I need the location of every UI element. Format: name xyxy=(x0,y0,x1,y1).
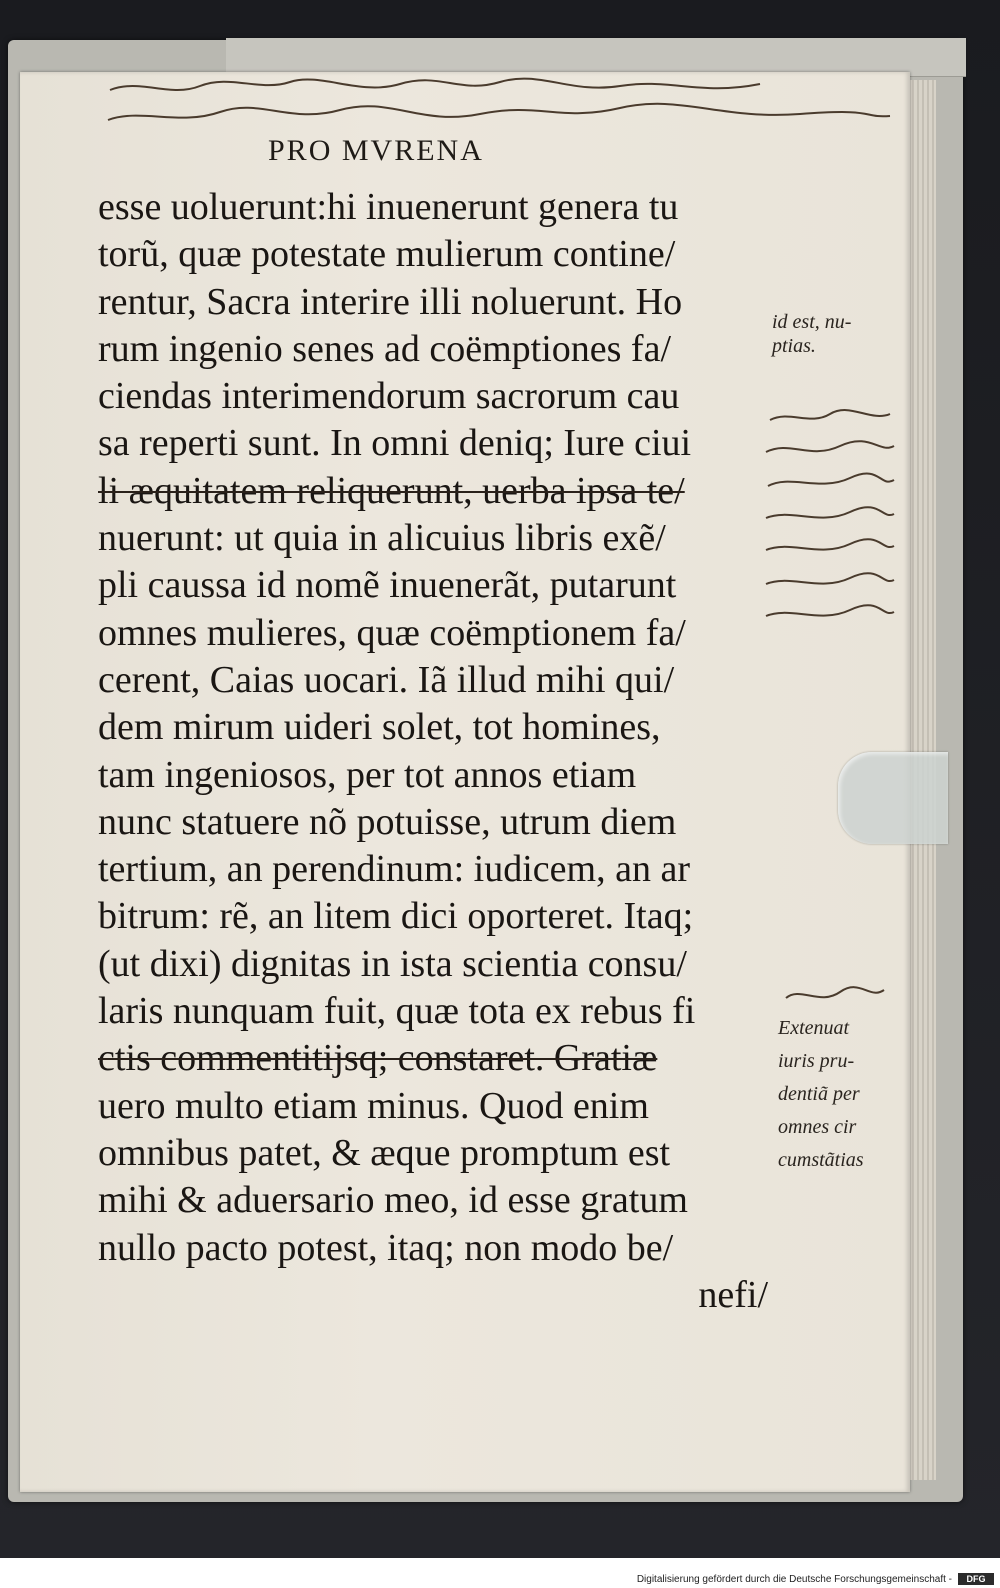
text-line: omnes mulieres, quæ coëmptionem fa/ xyxy=(98,611,686,654)
text-line: nunc statuere nõ potuisse, utrum diem xyxy=(98,800,677,843)
text-line: uero multo etiam minus. Quod enim xyxy=(98,1084,649,1127)
running-head: PRO MVRENA xyxy=(268,134,484,167)
text-line: bitrum: rẽ, an litem dici oporteret. Itaq; xyxy=(98,895,694,938)
marginal-note-line: iuris pru- xyxy=(778,1050,855,1072)
body-text xyxy=(98,184,768,1319)
text-line: esse uoluerunt:hi inuenerunt genera tu xyxy=(98,186,679,228)
text-line: nuerunt: ut quia in alicuius libris exẽ/ xyxy=(98,517,666,560)
marginal-note-line: cumstãtias xyxy=(778,1149,864,1171)
text-line: torũ, quæ potestate mulierum contine/ xyxy=(98,233,676,276)
dfg-logo: DFG xyxy=(958,1573,994,1585)
text-line: li æquitatem reliquerunt, uerba ipsa te/ xyxy=(98,469,685,512)
marginal-note-line: id est, nu- xyxy=(772,311,852,333)
page-clip xyxy=(838,752,948,844)
handwritten-top-annotation xyxy=(100,68,900,138)
handwritten-side-annotation xyxy=(760,400,900,640)
text-line: pli caussa id nomẽ inuenerãt, putarunt xyxy=(98,564,677,607)
marginal-note-2 xyxy=(778,1012,864,1177)
text-line: mihi & aduersario meo, id esse gratum xyxy=(98,1179,688,1222)
text-line: (ut dixi) dignitas in ista scientia consu/ xyxy=(98,942,687,985)
text-line: tertium, an perendinum: iudicem, an ar xyxy=(98,848,690,891)
text-line: omnibus patet, & æque promptum est xyxy=(98,1131,671,1174)
text-line: ctis commentitijsq; constaret. Gratiæ xyxy=(98,1037,658,1080)
text-line: rum ingenio senes ad coëmptiones fa/ xyxy=(98,327,672,370)
marginal-note-1 xyxy=(772,310,851,358)
marginal-note-line: dentiã per xyxy=(778,1083,860,1105)
marginal-note-line: Extenuat xyxy=(778,1017,850,1039)
text-line: rentur, Sacra interire illi noluerunt. Ho xyxy=(98,280,683,323)
text-line: tam ingeniosos, per tot annos etiam xyxy=(98,753,637,796)
text-line: dem mirum uideri solet, tot homines, xyxy=(98,706,661,749)
marginal-note-line: ptias. xyxy=(772,335,816,357)
funding-credit: Digitalisierung gefördert durch die Deutsche Forschungsgemeinschaft - xyxy=(636,1574,952,1585)
handwritten-mark-annotation xyxy=(780,980,890,1010)
marginal-note-line: omnes cir xyxy=(778,1116,857,1138)
catchword: nefi/ xyxy=(698,1273,768,1316)
text-line: laris nunquam fuit, quæ tota ex rebus fi xyxy=(98,990,696,1033)
text-line: nullo pacto potest, itaq; non modo be/ xyxy=(98,1226,674,1269)
text-line: ciendas interimendorum sacrorum cau xyxy=(98,375,680,418)
text-line: cerent, Caias uocari. Iã illud mihi qui/ xyxy=(98,658,675,701)
text-line: sa reperti sunt. In omni deniq; Iure ciui xyxy=(98,422,692,465)
